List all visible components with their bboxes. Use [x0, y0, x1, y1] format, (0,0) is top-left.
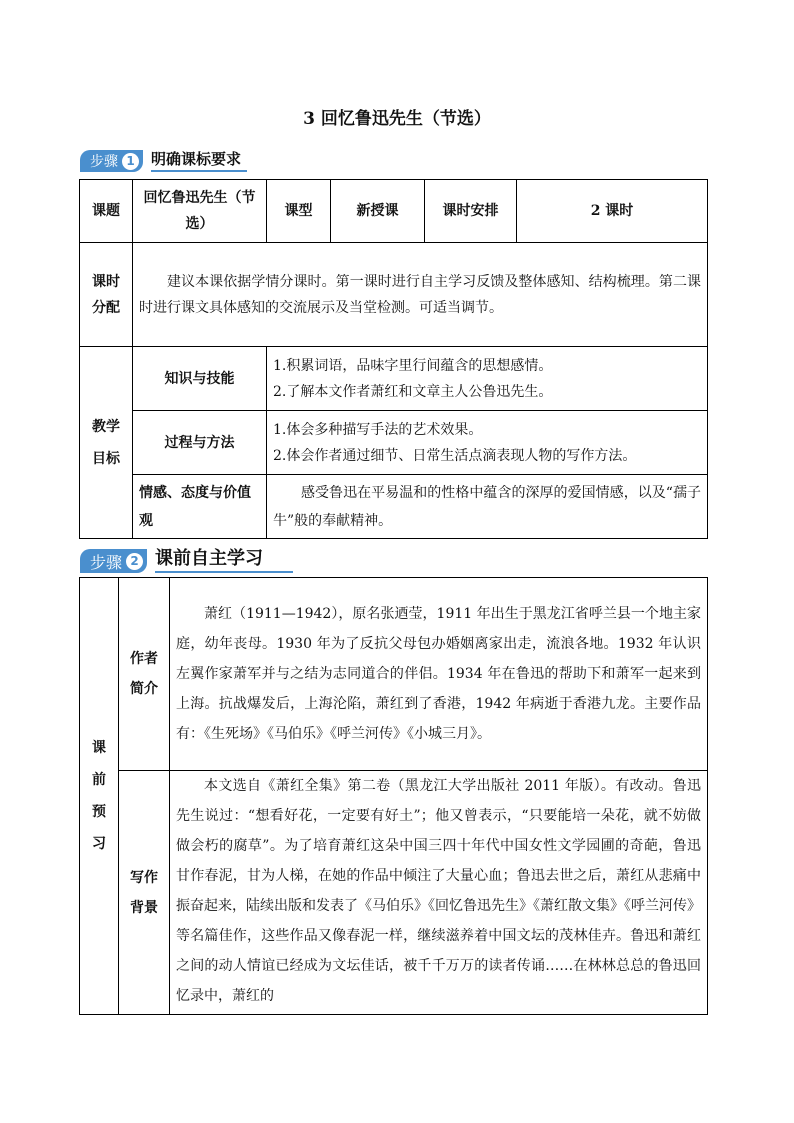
curriculum-table: [79, 179, 708, 539]
step-2-title: 课前自主学习: [155, 544, 293, 573]
cell-process-text: [267, 411, 708, 475]
step-2-badge: [80, 549, 147, 573]
step-2-header: [80, 545, 293, 573]
cell-preview-label: 课前预习: [80, 578, 119, 1015]
cell-background-text: 本文选自《萧红全集》第二卷（黑龙江大学出版社 2011 年版）。有改动。鲁迅先生说过：“想看好花，一定要有好土”；他又曾表示，“只要能培一朵花，就不妨做做会朽的腐草”。为了培育萧红这朵中国三四十年代中国女性文学园圃的奇葩，鲁迅甘作春泥，甘为人梯，在她的作品中倾注了大量心血；鲁迅去世之后，萧红从悲痛中振奋起来，陆续出版和发表了《马伯乐》《回忆鲁迅先生》《萧红散文集》《呼兰河传》等名篇佳作，这些作品又像春泥一样，继续滋养着中国文坛的茂林佳卉。鲁迅和萧红之间的动人情谊已经成为文坛佳话，被千千万万的读者传诵……在林林总总的鲁迅回忆录中，萧红的: [170, 771, 708, 1015]
cell-type-value: 新授课: [331, 180, 425, 243]
process-item-1: 1.体会多种描写手法的艺术效果。: [273, 421, 483, 438]
cell-knowledge-label: 知识与技能: [133, 347, 267, 411]
cell-knowledge-text: [267, 347, 708, 411]
step-1-label: 步骤: [90, 154, 118, 170]
cell-author-text: 萧红（1911—1942），原名张迺莹，1911 年出生于黑龙江省呼兰县一个地主家庭，幼年丧母。1930 年为了反抗父母包办婚姻离家出走，流浪各地。1932 年认识左翼作家萧军并与之结为志同道合的伴侣。1934 年在鲁迅的帮助下和萧军一起来到上海。抗战爆发后，上海沦陷，萧红到了香港，1942 年病逝于香港九龙。主要作品有：《生死场》《马伯乐》《呼兰河传》《小城三月》。: [170, 578, 708, 771]
knowledge-item-2: 2.了解本文作者萧红和文章主人公鲁迅先生。: [273, 383, 553, 400]
cell-title-header: 课题: [80, 180, 133, 243]
cell-emotion-label: 情感、态度与价值观: [133, 475, 267, 539]
cell-schedule-header: 课时安排: [425, 180, 517, 243]
knowledge-item-1: 1.积累词语，品味字里行间蕴含的思想感情。: [273, 357, 553, 374]
cell-allocation-text: 建议本课依据学情分课时。第一课时进行自主学习反馈及整体感知、结构梳理。第二课时进行课文具体感知的交流展示及当堂检测。可适当调节。: [133, 243, 708, 347]
cell-goals-label: 教学目标: [80, 347, 133, 539]
cell-title-value: 回忆鲁迅先生（节选）: [133, 180, 267, 243]
cell-author-label: 作者简介: [119, 578, 170, 771]
cell-allocation-label: 课时分配: [80, 243, 133, 347]
step-1-badge: [80, 150, 143, 172]
step-1-number: 1: [122, 153, 139, 170]
cell-background-label: 写作背景: [119, 771, 170, 1015]
cell-emotion-text: 感受鲁迅在平易温和的性格中蕴含的深厚的爱国情感，以及“孺子牛”般的奉献精神。: [267, 475, 708, 539]
cell-schedule-value: 2 课时: [517, 180, 708, 243]
page-title: 3 回忆鲁迅先生（节选）: [303, 109, 491, 129]
step-2-label: 步骤: [90, 552, 123, 572]
step-1-header: [80, 148, 247, 172]
step-2-number: 2: [126, 553, 143, 570]
step-1-title: 明确课标要求: [151, 148, 247, 172]
preview-table: [79, 577, 708, 1015]
cell-process-label: 过程与方法: [133, 411, 267, 475]
cell-type-header: 课型: [267, 180, 331, 243]
process-item-2: 2.体会作者通过细节、日常生活点滴表现人物的写作方法。: [273, 447, 637, 464]
